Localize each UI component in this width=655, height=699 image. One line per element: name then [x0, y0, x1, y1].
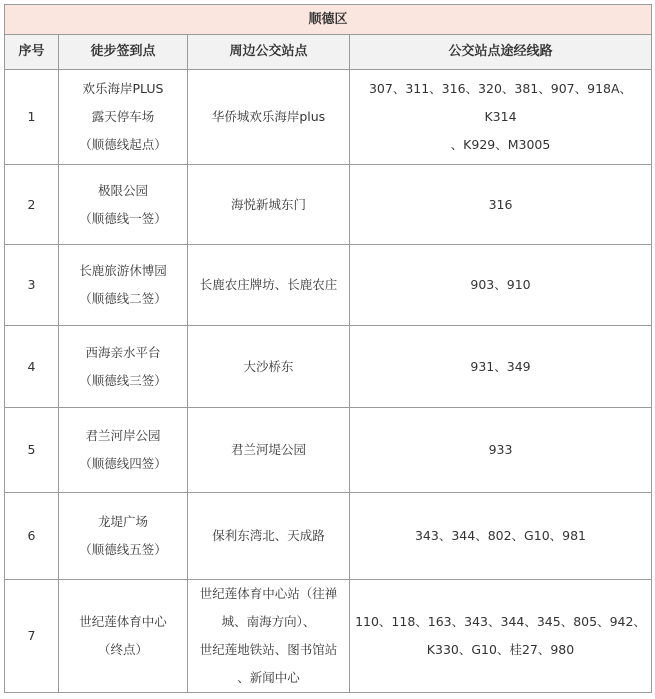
stops-line: 君兰河堤公园 — [230, 442, 306, 457]
header-routes: 公交站点途经线路 — [350, 35, 652, 70]
row-no: 6 — [5, 493, 59, 580]
table-row — [5, 493, 652, 580]
stops-line: 大沙桥东 — [243, 358, 294, 374]
routes-cell — [350, 580, 652, 693]
checkpoint-line: （顺德线四签） — [79, 456, 167, 471]
routes-line: 、K929、M3005 — [450, 137, 551, 152]
stops-line: 、新闻中心 — [237, 670, 300, 685]
route-table — [4, 4, 652, 693]
checkpoint-cell — [59, 580, 188, 693]
stops-cell — [188, 245, 350, 326]
routes-line: 903、910 — [470, 277, 531, 292]
stops-cell — [188, 165, 350, 245]
routes-cell — [350, 245, 652, 326]
table-row — [5, 70, 652, 165]
checkpoint-line: （顺德线一签） — [79, 210, 167, 226]
routes-line: 931、349 — [470, 358, 531, 374]
table-title-row — [5, 5, 652, 35]
checkpoint-line: 西海亲水平台 — [85, 344, 161, 360]
stops-line: 城、南海方向）、 — [221, 614, 316, 629]
checkpoint-line: 龙堤广场 — [97, 514, 148, 529]
routes-line: K330、G10、桂27、980 — [426, 642, 575, 657]
stops-cell — [188, 580, 350, 693]
table-header-row — [5, 35, 652, 70]
table-row — [5, 580, 652, 693]
checkpoint-cell — [59, 245, 188, 326]
stops-line: 海悦新城东门 — [230, 196, 306, 212]
stops-line: 保利东湾北、天成路 — [212, 528, 325, 543]
routes-line: 307、311、316、320、381、907、918A、K314 — [368, 81, 633, 124]
stops-line: 长鹿农庄牌坊、长鹿农庄 — [199, 277, 338, 292]
stops-cell — [188, 408, 350, 493]
checkpoint-line: 极限公园 — [97, 182, 148, 198]
checkpoint-line: 露天停车场 — [91, 109, 155, 124]
routes-cell — [350, 408, 652, 493]
stops-cell — [188, 70, 350, 165]
checkpoint-line: （顺德线起点） — [79, 137, 167, 152]
checkpoint-cell — [59, 326, 188, 408]
row-no: 1 — [5, 70, 59, 165]
table-row — [5, 408, 652, 493]
checkpoint-line: 世纪莲体育中心 — [79, 614, 167, 629]
stops-cell — [188, 326, 350, 408]
stops-line: 世纪莲地铁站、图书馆站 — [199, 642, 338, 657]
table-row — [5, 326, 652, 408]
row-no: 3 — [5, 245, 59, 326]
routes-cell — [350, 326, 652, 408]
stops-line: 世纪莲体育中心站（往禅 — [199, 586, 338, 601]
row-no: 2 — [5, 165, 59, 245]
checkpoint-cell — [59, 70, 188, 165]
table-row — [5, 245, 652, 326]
checkpoint-line: 欢乐海岸PLUS — [82, 81, 164, 96]
checkpoint-cell — [59, 408, 188, 493]
row-no: 4 — [5, 326, 59, 408]
routes-line: 343、344、802、G10、981 — [414, 528, 587, 543]
checkpoint-line: （顺德线二签） — [79, 291, 167, 306]
header-checkpoint: 徒步签到点 — [59, 35, 188, 70]
table-title: 顺德区 — [5, 5, 652, 35]
routes-line: 316 — [488, 196, 513, 212]
routes-cell — [350, 70, 652, 165]
checkpoint-line: （顺德线五签） — [79, 542, 167, 557]
table-row — [5, 165, 652, 245]
checkpoint-line: （顺德线三签） — [79, 372, 167, 388]
stops-line: 华侨城欢乐海岸plus — [211, 109, 326, 124]
checkpoint-cell — [59, 493, 188, 580]
checkpoint-line: （终点） — [97, 642, 148, 657]
header-stops: 周边公交站点 — [188, 35, 350, 70]
row-no: 7 — [5, 580, 59, 693]
routes-cell — [350, 493, 652, 580]
routes-line: 933 — [488, 442, 513, 457]
checkpoint-line: 长鹿旅游休博园 — [79, 263, 167, 278]
checkpoint-cell — [59, 165, 188, 245]
header-no: 序号 — [5, 35, 59, 70]
row-no: 5 — [5, 408, 59, 493]
stops-cell — [188, 493, 350, 580]
checkpoint-line: 君兰河岸公园 — [85, 428, 161, 443]
routes-cell — [350, 165, 652, 245]
routes-line: 110、118、163、343、344、345、805、942、 — [355, 614, 646, 629]
